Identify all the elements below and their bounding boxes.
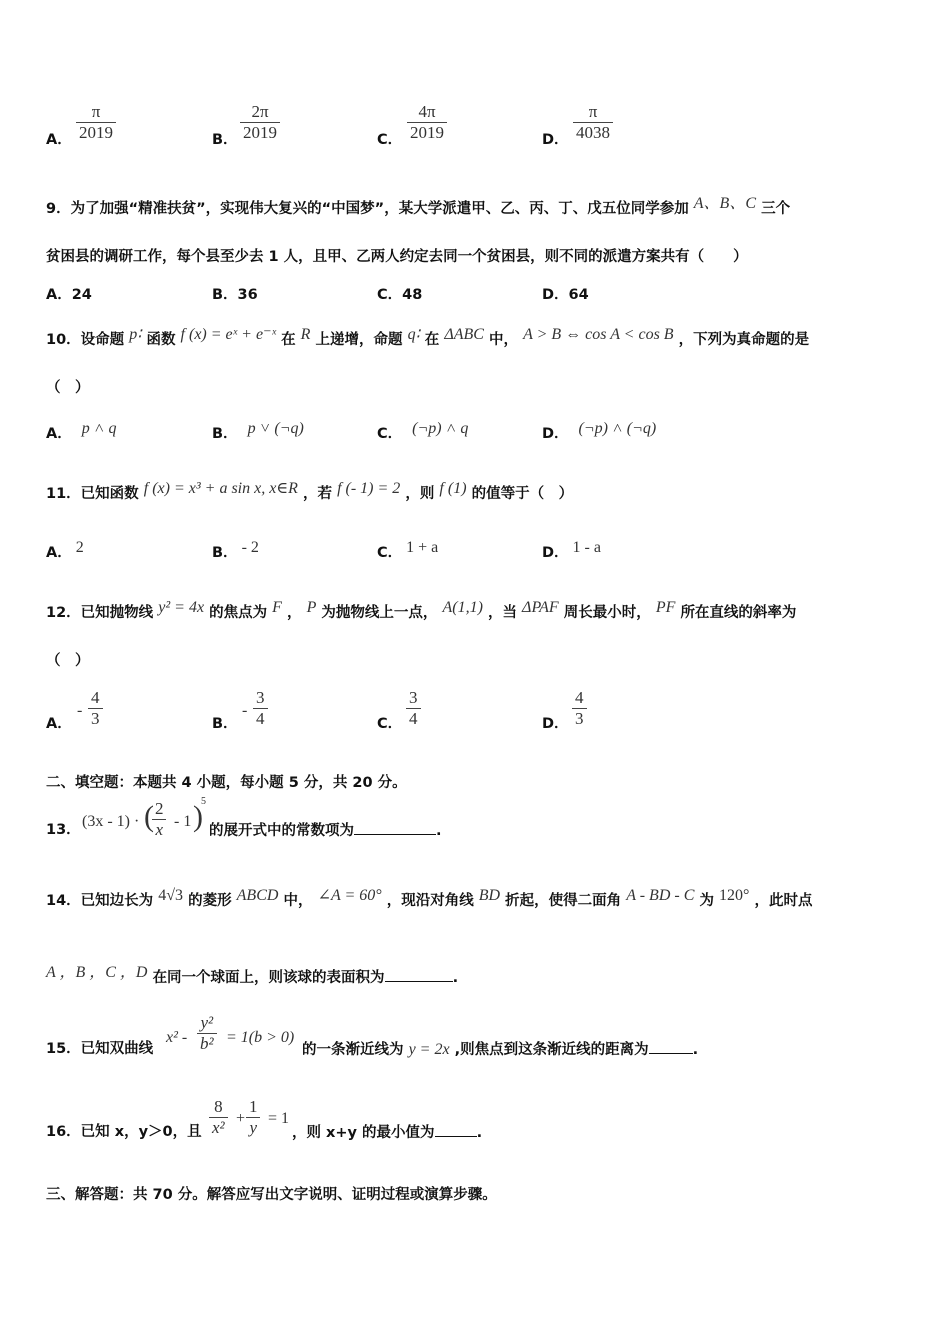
q10-math-p: p∶: [129, 326, 142, 343]
q16-period: .: [476, 1125, 483, 1141]
q15-rest: [302, 1039, 698, 1060]
q12-option-a-numerator: 4: [91, 688, 100, 707]
q9-text-a: 9．为了加强“精准扶贫”，实现伟大复兴的“中国梦”，某大学派遣甲、乙、丙、丁、戊五位同学参加: [46, 201, 689, 217]
q16-plus: +: [236, 1110, 246, 1127]
q12-option-c-numerator: 3: [409, 688, 418, 707]
q12-option-d-denominator: 3: [572, 708, 587, 729]
q8-option-c-denominator: 2019: [407, 122, 447, 143]
q14-line2: [46, 964, 459, 988]
q11-option-c: [377, 539, 439, 563]
q8-option-a-denominator: 2019: [76, 122, 116, 143]
q15-answer-blank[interactable]: [649, 1039, 693, 1054]
q10-text-7: ，下列为真命题的是: [678, 332, 810, 348]
q9-option-d: D．64: [542, 287, 589, 303]
q12-option-a-sign: -: [77, 702, 83, 719]
q12-option-c-letter: C．: [377, 716, 403, 732]
q12-math-f: F: [272, 599, 282, 616]
q8-option-d-letter: D．: [542, 132, 569, 148]
q12-math-p: P: [306, 599, 317, 616]
q11-option-b-letter: B．: [212, 545, 238, 561]
q11-option-c-expr: 1 + a: [406, 539, 439, 556]
q16-fraction-1: [209, 1097, 228, 1138]
q15-math-condition: = 1(b > 0): [226, 1029, 295, 1046]
q16-fraction-2-numerator: 1: [249, 1097, 258, 1116]
q13-fraction-numerator: 2: [155, 799, 164, 818]
q13-right-paren: ): [193, 800, 203, 833]
q8-option-b-denominator: 2019: [240, 122, 280, 143]
q12-option-a-letter: A．: [46, 716, 72, 732]
q10-text-1: 10．设命题: [46, 332, 125, 348]
q11-option-d: [542, 539, 601, 563]
q16-text-1: 16．已知 x，y＞0，且: [46, 1124, 202, 1140]
q12-text-5: ，当: [487, 605, 517, 621]
q16-equals: = 1: [268, 1110, 290, 1127]
q8-option-d-fraction: [573, 102, 613, 143]
q9-line1: [46, 195, 791, 219]
q11-option-b: [212, 539, 259, 563]
q16-fraction-1-denominator: x²: [209, 1117, 228, 1138]
q8-option-a-letter: A．: [46, 132, 72, 148]
q13-number: 13．: [46, 822, 81, 838]
q12-math-line-pf: PF: [655, 599, 676, 616]
q12-text-4: 为抛物线上一点，: [321, 605, 438, 621]
q16-fraction-1-numerator: 8: [214, 1097, 223, 1116]
q15-text-1: 15．已知双曲线: [46, 1041, 154, 1057]
q14-text-6: 为: [699, 893, 714, 909]
q10-math-q: q∶: [407, 326, 420, 343]
q12-option-a-fraction: [88, 688, 103, 729]
q15-math-asymptote: y = 2x: [408, 1041, 450, 1058]
q9-text-b: 三个: [761, 201, 791, 217]
q11-option-c-letter: C．: [377, 545, 403, 561]
q13-answer-blank[interactable]: [354, 820, 436, 835]
q12-text-6: 周长最小时，: [563, 605, 651, 621]
q13-left-paren: (: [144, 800, 154, 833]
q14-math-abcd: ABCD: [236, 887, 279, 904]
q8-option-c-fraction: [407, 102, 447, 143]
q11-option-a: [46, 539, 84, 563]
q10-option-d-expr: (¬p) ˄ (¬q): [578, 420, 657, 437]
q16-fraction-2: [246, 1097, 261, 1138]
q11-option-d-letter: D．: [542, 545, 569, 561]
q11-option-d-expr: 1 - a: [572, 539, 601, 556]
q15-period: .: [692, 1042, 699, 1058]
q14-math-dihedral: A - BD - C: [626, 887, 695, 904]
q12-line1: [46, 599, 797, 623]
q11-option-b-expr: - 2: [241, 539, 259, 556]
q11-math-function: f (x) = x³ + a sin x, x∈R: [143, 480, 298, 497]
q16-rest: [292, 1122, 482, 1143]
q13-exponent: 5: [201, 796, 206, 807]
q12-option-a-denominator: 3: [88, 708, 103, 729]
q9-math-counties: A、B、C: [693, 195, 757, 212]
q10-math-equivalence: A > B ⇔ cos A < cos B: [523, 326, 674, 343]
q13-period: .: [436, 823, 442, 839]
q12-option-b-fraction: [253, 688, 268, 729]
q15-text-3: ,则焦点到这条渐近线的距离为: [454, 1042, 649, 1058]
q10-option-b: [212, 420, 304, 444]
q11-line1: [46, 480, 574, 504]
q8-option-c-numerator: 4π: [418, 102, 436, 121]
q12-option-b-letter: B．: [212, 716, 238, 732]
q10-option-c: [377, 420, 469, 444]
q8-option-a-numerator: π: [91, 102, 101, 121]
q12-text-1: 12．已知抛物线: [46, 605, 154, 621]
q11-option-a-letter: A．: [46, 545, 72, 561]
q14-answer-blank[interactable]: [385, 967, 453, 982]
q14-text-3: 中，: [283, 893, 313, 909]
q8-option-a-fraction: [76, 102, 116, 143]
q14-math-points: A ，B ，C ，D: [46, 964, 148, 981]
q11-option-a-expr: 2: [75, 539, 84, 556]
q9-line2: 贫困县的调研工作，每个县至少去 1 人，且甲、乙两人约定去同一个贫困县，则不同的派遣方案共有（ ）: [46, 249, 748, 265]
q12-option-c-denominator: 4: [406, 708, 421, 729]
q12-option-b-numerator: 3: [256, 688, 265, 707]
q13-math-factor: (3x - 1) ·: [82, 813, 140, 830]
q12-line2: （ ）: [46, 653, 90, 669]
q14-text-2: 的菱形: [188, 893, 232, 909]
q12-option-c-fraction: [406, 688, 421, 729]
q12-math-triangle: ΔPAF: [522, 599, 559, 616]
q14-text-7: ，此时点: [754, 893, 813, 909]
q8-option-d-numerator: π: [588, 102, 598, 121]
q10-option-a: [46, 420, 117, 444]
q13-text: [209, 820, 442, 841]
q10-option-b-expr: p ˅ (¬q): [247, 420, 304, 437]
q10-math-function: f (x) = eˣ + e⁻ˣ: [180, 326, 277, 343]
q14-math-angle: ∠A = 60°: [317, 887, 382, 904]
q11-math-condition: f (- 1) = 2: [337, 480, 401, 497]
q12-math-point-a: A(1,1): [442, 599, 483, 616]
q11-text-2: ，若: [303, 486, 332, 502]
q14-text-line2: 在同一个球面上，则该球的表面积为: [152, 970, 385, 986]
q14-text-4: ，现沿对角线: [386, 893, 474, 909]
q10-text-4: 上递增，命题: [315, 332, 403, 348]
q10-text-2: 函数: [146, 332, 176, 348]
q10-option-a-letter: A．: [46, 426, 72, 442]
section-fill-in-heading: 二、填空题：本题共 4 小题，每小题 5 分，共 20 分。: [46, 775, 407, 791]
q14-math-bd: BD: [478, 887, 501, 904]
q8-option-b-letter: B．: [212, 132, 238, 148]
q10-line1: [46, 326, 810, 350]
q10-option-d-letter: D．: [542, 426, 569, 442]
q14-text-5: 折起，使得二面角: [505, 893, 622, 909]
q14-text-1: 14．已知边长为: [46, 893, 154, 909]
q8-option-b-numerator: 2π: [251, 102, 269, 121]
q10-option-c-expr: (¬p) ˄ q: [412, 420, 469, 437]
q10-option-b-letter: B．: [212, 426, 238, 442]
q15-math-x2: x² -: [166, 1029, 188, 1046]
q14-math-side: 4√3: [158, 887, 184, 904]
q13-fraction-denominator: x: [152, 819, 166, 840]
q10-math-triangle: ΔABC: [444, 326, 484, 343]
q10-text-3: 在: [281, 332, 296, 348]
q13-text-body: 的展开式中的常数项为: [209, 823, 354, 839]
q9-option-a: A．24: [46, 287, 92, 303]
q16-text-2: ，则 x+y 的最小值为: [292, 1125, 435, 1141]
q11-math-target: f (1): [439, 480, 467, 497]
q16-answer-blank[interactable]: [435, 1122, 477, 1137]
q14-period: .: [452, 970, 459, 986]
q8-option-d-denominator: 4038: [573, 122, 613, 143]
q10-text-6: 中，: [489, 332, 519, 348]
q12-option-d-numerator: 4: [575, 688, 584, 707]
q9-option-c: C．48: [377, 287, 423, 303]
q12-text-7: 所在直线的斜率为: [680, 605, 797, 621]
q14-math-120: 120°: [719, 887, 750, 904]
q10-math-r: R: [300, 326, 311, 343]
q13-math-minus-one: - 1: [174, 813, 192, 830]
q12-option-d-fraction: [572, 688, 587, 729]
q8-option-b-fraction: [240, 102, 280, 143]
q11-text-1: 11．已知函数: [46, 486, 139, 502]
q10-text-5: 在: [424, 332, 440, 348]
q10-option-a-expr: p ˄ q: [81, 420, 117, 437]
q12-math-parabola: y² = 4x: [158, 599, 205, 616]
q15-fraction: [197, 1013, 217, 1054]
q13-fraction: [152, 799, 167, 840]
q8-option-c-letter: C．: [377, 132, 403, 148]
q16-fraction-2-denominator: y: [246, 1117, 260, 1138]
q10-option-c-letter: C．: [377, 426, 403, 442]
q12-text-2: 的焦点为: [209, 605, 268, 621]
q11-text-3: ，则: [405, 486, 435, 502]
q15-fraction-denominator: b²: [197, 1033, 217, 1054]
q11-text-4: 的值等于（ ）: [471, 486, 574, 502]
q12-text-3: ，: [287, 605, 302, 621]
q12-option-d-letter: D．: [542, 716, 569, 732]
q15-text-2: 的一条渐近线为: [302, 1042, 404, 1058]
section-answer-heading: 三、解答题：共 70 分。解答应写出文字说明、证明过程或演算步骤。: [46, 1187, 497, 1203]
q12-option-b-denominator: 4: [253, 708, 268, 729]
q10-line2: （ ）: [46, 380, 90, 396]
q14-line1: [46, 887, 813, 911]
q15-fraction-numerator: y²: [200, 1013, 214, 1032]
q9-option-b: B．36: [212, 287, 258, 303]
q12-option-b-sign: -: [242, 702, 248, 719]
q10-option-d: [542, 420, 657, 444]
